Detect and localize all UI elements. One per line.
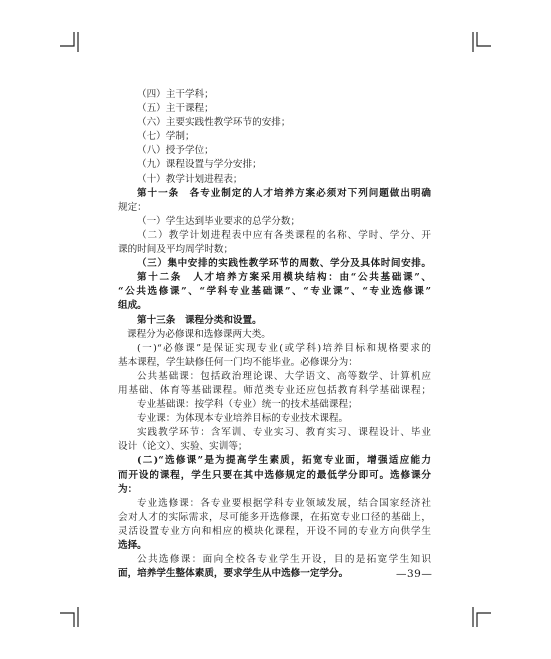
paragraph-line: 用基础、体育等基础课程。师范类专业还应包括教育科学基础课程； (118, 384, 431, 396)
article-heading: 第十三条 课程分类和设置。 (137, 314, 262, 326)
article-heading: 第十二条 人才培养方案采用模块结构：由“公共基础课”、 (137, 272, 431, 284)
paragraph-line: 专业课：为体现本专业培养目标的专业技术课程。 (137, 413, 349, 425)
page-number: —39— (396, 568, 433, 580)
list-item: （九）课程设置与学分安排； (137, 159, 262, 171)
list-item: (二)“选修课”是为提高学生素质，拓宽专业面，增强适应能力 (137, 455, 431, 467)
paragraph-line: 会对人才的实际需求，尽可能多开选修课，在拓宽专业口径的基础上， (118, 511, 431, 523)
paragraph-line: 组成。 (118, 300, 147, 312)
list-item: （五）主干课程； (137, 103, 214, 115)
list-item: (一)“必修课”是保证实现专业(或学科)培养目标和规格要求的 (137, 342, 431, 354)
paragraph-line: 设计（论文）、实验、实训等； (118, 441, 248, 453)
list-item: （一）学生达到毕业要求的总学分数； (137, 215, 301, 227)
paragraph-line: 面，培养学生整体素质，要求学生从中选修一定学分。 (118, 568, 349, 580)
paragraph-line: 灵活设置专业方向和相应的模块化课程，开设不同的专业方向供学生 (118, 525, 431, 537)
article-heading: 第十一条 各专业制定的人才培养方案必须对下列问题做出明确 (137, 187, 431, 199)
paragraph-line: 专业选修课：各专业要根据学科专业领域发展，结合国家经济社 (137, 497, 431, 509)
paragraph-line: 专业基础课：按学科（专业）统一的技术基础课程； (137, 399, 358, 411)
list-item: （三）集中安排的实践性教学环节的周数、学分及具体时间安排。 (137, 258, 431, 270)
paragraph-line: 课程分为必修课和选修课两大类。 (127, 328, 271, 340)
document-body (118, 88, 431, 581)
list-item: （十）教学计划进程表； (137, 173, 243, 185)
list-item: （八）授予学位； (137, 145, 214, 157)
list-item: （七）学制； (137, 131, 195, 143)
paragraph-line: 实践教学环节：含军训、专业实习、教育实习、课程设计、毕业 (137, 427, 431, 439)
crop-mark-bottom-left-icon (60, 607, 82, 629)
paragraph-line: 公共基础课：包括政治理论课、大学语文、高等数学、计算机应 (137, 370, 431, 382)
paragraph-line: 公共选修课：面向全校各专业学生开设，目的是拓宽学生知识 (137, 554, 431, 566)
paragraph-line: 规定： (118, 201, 147, 213)
paragraph-line: “公共选修课”、“学科专业基础课”、“专业课”、“专业选修课” (118, 286, 431, 298)
paragraph-line: 基本课程，学生缺修任何一门均不能毕业。必修课分为： (118, 356, 358, 368)
list-item: （二）教学计划进程表中应有各类课程的名称、学时、学分、开 (137, 229, 431, 241)
crop-mark-top-left-icon (60, 30, 82, 52)
crop-mark-bottom-right-icon (469, 607, 491, 629)
paragraph-line: 为： (118, 483, 138, 495)
list-item: （四）主干学科； (137, 89, 214, 100)
paragraph-line: 课的时间及平均周学时数； (118, 244, 234, 256)
crop-mark-top-right-icon (469, 30, 491, 52)
paragraph-line: 选择。 (118, 540, 147, 551)
paragraph-line: 而开设的课程，学生只要在其中选修规定的最低学分即可。选修课分 (118, 469, 431, 481)
list-item: （六）主要实践性教学环节的安排； (137, 117, 291, 129)
